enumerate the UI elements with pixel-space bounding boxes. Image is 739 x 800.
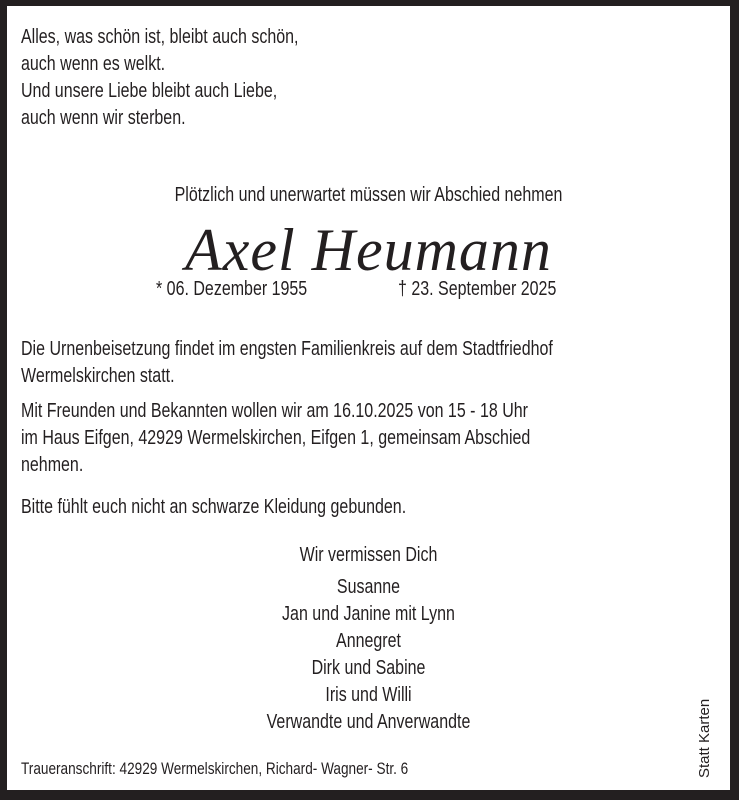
poem-line: auch wenn es welkt.: [21, 53, 166, 75]
mourning-address: Traueranschrift: 42929 Wermelskirchen, Richard- Wagner- Str. 6: [21, 759, 409, 778]
statt-karten-label: Statt Karten: [696, 698, 713, 778]
mourner-name: Jan und Janine mit Lynn: [282, 603, 455, 625]
obituary-card: [7, 6, 730, 790]
poem-line: Alles, was schön ist, bleibt auch schön,: [21, 26, 299, 48]
birth-date: * 06. Dezember 1955: [156, 278, 308, 300]
paragraph-line: Wermelskirchen statt.: [21, 365, 175, 387]
intro-text: Plötzlich und unerwartet müssen wir Abschied nehmen: [174, 184, 563, 206]
paragraph-line: Bitte fühlt euch nicht an schwarze Kleidung gebunden.: [21, 496, 407, 518]
poem-line: auch wenn wir sterben.: [21, 107, 186, 129]
paragraph-line: nehmen.: [21, 454, 84, 476]
mourner-name: Annegret: [336, 630, 401, 652]
mourner-name: Susanne: [336, 576, 401, 598]
poem-line: Und unsere Liebe bleibt auch Liebe,: [21, 80, 278, 102]
deceased-name: Axel Heumann: [185, 217, 552, 283]
mourner-name: Dirk und Sabine: [311, 657, 426, 679]
paragraph-line: Mit Freunden und Bekannten wollen wir am 16.10.2025 von 15 - 18 Uhr: [21, 400, 528, 422]
paragraph-line: Die Urnenbeisetzung findet im engsten Familienkreis auf dem Stadtfriedhof: [21, 338, 553, 360]
paragraph-line: im Haus Eifgen, 42929 Wermelskirchen, Eifgen 1, gemeinsam Abschied: [21, 427, 531, 449]
mourners-heading: Wir vermissen Dich: [299, 544, 438, 566]
death-date: † 23. September 2025: [398, 278, 557, 300]
mourner-name: Iris und Willi: [325, 684, 412, 706]
mourner-name: Verwandte und Anverwandte: [266, 711, 471, 733]
